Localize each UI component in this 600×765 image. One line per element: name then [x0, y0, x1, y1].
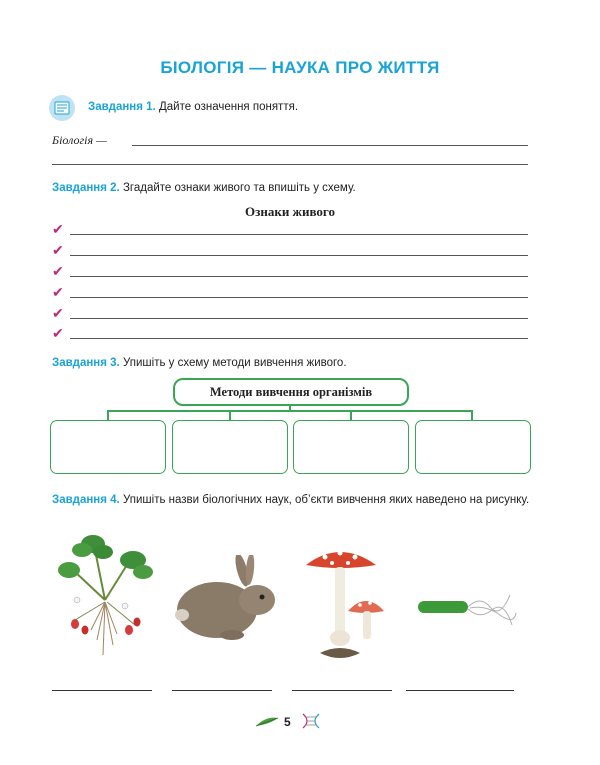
answer-line[interactable] — [292, 690, 392, 691]
task-icon — [48, 94, 76, 122]
method-answer-box[interactable] — [415, 420, 531, 474]
check-mark-icon: ✔ — [52, 284, 64, 300]
strawberry-plant-image — [55, 530, 155, 665]
bacterium-image — [410, 585, 520, 645]
answer-line[interactable] — [70, 234, 528, 235]
answer-line[interactable] — [70, 338, 528, 339]
method-answer-box[interactable] — [293, 420, 409, 474]
answer-line[interactable] — [132, 145, 528, 146]
answer-line[interactable] — [52, 690, 152, 691]
task3-text: Упишіть у схему методи вивчення живого. — [122, 357, 347, 369]
answer-line[interactable] — [70, 276, 528, 277]
check-mark-icon: ✔ — [52, 305, 64, 321]
scheme-connector — [107, 410, 109, 420]
answer-line[interactable] — [70, 318, 528, 319]
task2-text: Згадайте ознаки живого та впишіть у схему. — [122, 182, 356, 194]
method-answer-box[interactable] — [172, 420, 288, 474]
scheme-connector — [350, 410, 352, 420]
task4-label: Завдання 4. — [52, 494, 120, 506]
task2-header — [52, 182, 356, 194]
scheme-connector — [229, 410, 231, 420]
signs-of-life-title: Ознаки живого — [245, 204, 335, 219]
check-mark-icon: ✔ — [52, 325, 64, 341]
method-answer-box[interactable] — [50, 420, 166, 474]
check-mark-icon: ✔ — [52, 221, 64, 237]
dna-decoration-icon — [300, 712, 322, 730]
answer-line[interactable] — [70, 297, 528, 298]
task3-header — [52, 357, 347, 369]
answer-line[interactable] — [406, 690, 514, 691]
page-number: 5 — [284, 715, 291, 729]
scheme-connector — [107, 410, 472, 412]
task1-header — [88, 101, 298, 113]
task1-label: Завдання 1. — [88, 101, 156, 113]
task4-text: Упишіть назви біологічних наук, об’єкти вивчення яких наведено на рисунку. — [122, 494, 530, 506]
methods-scheme-header — [173, 378, 409, 406]
check-mark-icon: ✔ — [52, 263, 64, 279]
check-mark-icon: ✔ — [52, 242, 64, 258]
answer-line[interactable] — [172, 690, 272, 691]
task3-label: Завдання 3. — [52, 357, 120, 369]
task1-text: Дайте означення поняття. — [158, 101, 299, 113]
answer-line[interactable] — [52, 164, 528, 165]
rabbit-image — [172, 555, 282, 645]
task2-label: Завдання 2. — [52, 182, 120, 194]
methods-scheme-title: Методи вивчення організмів — [209, 385, 373, 399]
fly-agaric-mushroom-image — [300, 543, 395, 668]
term-biology: Біологія — — [52, 133, 107, 147]
scheme-connector — [471, 410, 473, 420]
leaf-decoration-icon — [254, 714, 280, 730]
answer-line[interactable] — [70, 255, 528, 256]
page-title: БІОЛОГІЯ — НАУКА ПРО ЖИТТЯ — [160, 58, 440, 77]
task4-header — [52, 492, 530, 509]
